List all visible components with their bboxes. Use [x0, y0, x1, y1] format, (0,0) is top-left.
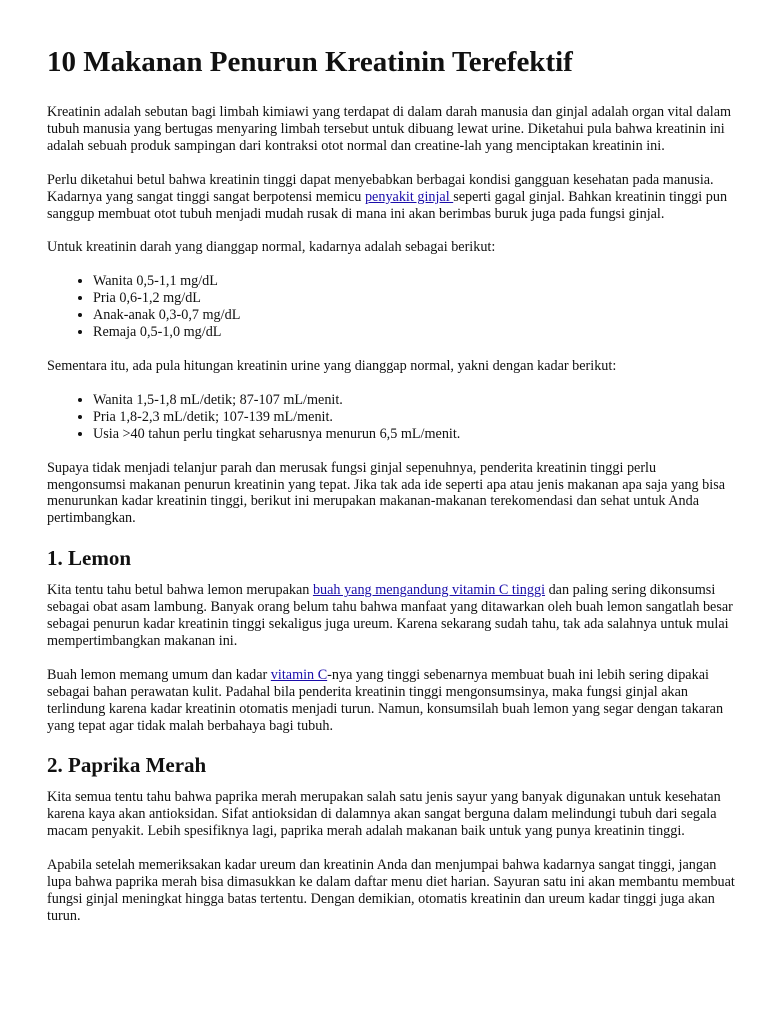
blood-creatinine-list: [47, 273, 737, 341]
list-item: • Wanita 1,5-1,8 mL/detik; 87-107 mL/menit.: [93, 392, 737, 409]
lemon-p2-text-after: -nya yang tinggi sebenarnya membuat buah ini lebih sering dipakai sebagai bahan perawatan kulit. Padahal bila penderita kreatinin tinggi mengonsumsinya, maka fungsi ginjal akan terlindung karena kadar kreatinin otomatis menjadi turun. Namun, konsumsilah buah lemon yang segar dengan takaran yang tepat agar tidak malah berbahaya bagi tubuh.: [47, 666, 724, 734]
lemon-paragraph-2: [47, 667, 737, 735]
urine-creatinine-list: [47, 392, 737, 443]
intro-paragraph-2: [47, 172, 737, 223]
lemon-p2-text-before: Buah lemon memang umum dan kadar: [47, 666, 271, 683]
intro-paragraph-1: Kreatinin adalah sebutan bagi limbah kimiawi yang terdapat di dalam darah manusia dan ginjal adalah organ vital dalam tubuh manusia yang bertugas menyaring limbah tersebut untuk dibuang lewat urine. Diketahui pula bahwa kreatinin ini adalah sebuah produk sampingan dari kontraksi otot normal dan creatine-lah yang menciptakan kreatinin ini.: [47, 104, 732, 154]
intro-p2-text-after: seperti gagal ginjal. Bahkan kreatinin tinggi pun sanggup membuat otot tubuh menjadi mudah rusak di mana ini akan berimbas buruk juga pada fungsi ginjal.: [47, 188, 728, 222]
link-penyakit-ginjal[interactable]: penyakit ginjal: [364, 188, 454, 205]
intro-paragraph-3: Untuk kreatinin darah yang dianggap normal, kadarnya adalah sebagai berikut:: [47, 239, 496, 256]
list-item: • Usia >40 tahun perlu tingkat seharusnya menurun 6,5 mL/menit.: [93, 426, 737, 443]
link-vitamin-c-fruit[interactable]: buah yang mengandung vitamin C tinggi: [312, 582, 546, 599]
page-title: 10 Makanan Penurun Kreatinin Terefektif: [47, 46, 573, 78]
intro-paragraph-5: Supaya tidak menjadi telanjur parah dan merusak fungsi ginjal sepenuhnya, penderita kreatinin tinggi perlu mengonsumsi makanan penurun kreatinin yang tepat. Jika tak ada ide seperti apa atau jenis makanan apa saja yang bisa menurunkan kadar kreatinin tinggi, berikut ini merupakan makanan-makanan terekomendasi dan sehat untuk Anda pertimbangkan.: [47, 459, 726, 527]
section-heading-lemon: 1. Lemon: [47, 546, 131, 571]
list-item: • Pria 0,6-1,2 mg/dL: [93, 290, 737, 307]
document-page: [47, 44, 737, 942]
link-vitamin-c[interactable]: vitamin C: [270, 666, 328, 683]
lemon-paragraph-1: [47, 582, 737, 650]
intro-paragraph-4: Sementara itu, ada pula hitungan kreatinin urine yang dianggap normal, yakni dengan kadar berikut:: [47, 357, 617, 374]
lemon-p1-text-after: dan paling sering dikonsumsi sebagai obat asam lambung. Banyak orang belum tahu bahwa manfaat yang ditawarkan oleh buah lemon sangatlah besar sebagai penurun kadar kreatinin tinggi sekaligus juga ureum. Karena sekarang sudah tahu, tak ada salahnya untuk mulai mempertimbangkan makanan ini.: [47, 582, 733, 649]
list-item: • Remaja 0,5-1,0 mg/dL: [93, 324, 737, 341]
paprika-paragraph-2: Apabila setelah memeriksakan kadar ureum dan kreatinin Anda dan menjumpai bahwa kadarnya sangat tinggi, jangan lupa bahwa paprika merah bisa dimasukkan ke dalam daftar menu diet harian. Sayuran satu ini akan membantu membuat fungsi ginjal meningkat hingga batas tertentu. Dengan demikian, otomatis kreatinin dan ureum kadar tinggi juga akan turun.: [47, 857, 735, 924]
intro-p2-text-before: Perlu diketahui betul bahwa kreatinin tinggi dapat menyebabkan berbagai kondisi gangguan kesehatan pada manusia. Kadarnya yang sangat tinggi sangat berpotensi memicu: [47, 171, 714, 205]
list-item: • Anak-anak 0,3-0,7 mg/dL: [93, 307, 737, 324]
list-item: • Wanita 0,5-1,1 mg/dL: [93, 273, 737, 290]
list-item: • Pria 1,8-2,3 mL/detik; 107-139 mL/menit.: [93, 409, 737, 426]
section-heading-paprika: 2. Paprika Merah: [47, 753, 207, 778]
paprika-paragraph-1: Kita semua tentu tahu bahwa paprika merah merupakan salah satu jenis sayur yang banyak digunakan untuk kesehatan karena kaya akan antioksidan. Sifat antioksidan di dalamnya akan sangat berguna dalam melindungi tubuh dari segala macam penyakit. Lebih spesifiknya lagi, paprika merah adalah makanan baik untuk yang punya kreatinin tinggi.: [47, 789, 721, 840]
lemon-p1-text-before: Kita tentu tahu betul bahwa lemon merupakan: [47, 582, 313, 599]
